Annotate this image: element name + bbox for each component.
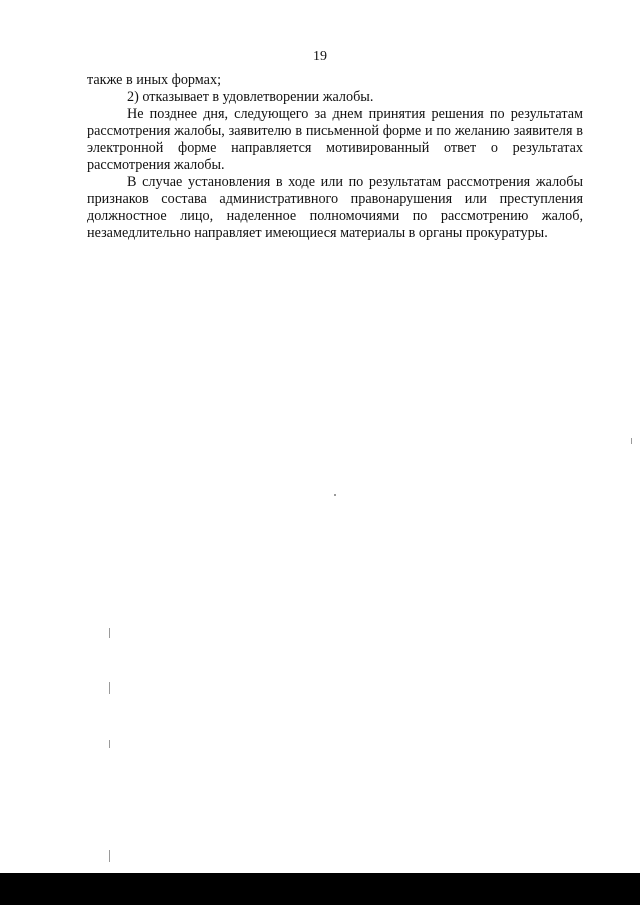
scan-speck — [109, 740, 110, 748]
scan-speck — [109, 628, 110, 638]
scan-speck — [334, 494, 336, 496]
paragraph-prosecutor-referral: В случае установления в ходе или по результатам рассмотрения жалобы признаков состава административного правонарушения или преступления должностное лицо, наделенное полномочиями по рассмотрению жалоб, незамедлительно направляет имеющиеся материалы в органы прокуратуры. — [87, 174, 583, 241]
scan-border-bottom — [0, 873, 640, 905]
paragraph-continuation: также в иных формах; — [87, 72, 222, 88]
scan-speck — [631, 438, 632, 444]
scan-speck — [109, 682, 110, 694]
scan-speck — [109, 850, 110, 862]
page-number: 19 — [313, 49, 327, 64]
paragraph-response-deadline: Не позднее дня, следующего за днем принятия решения по результатам рассмотрения жалобы, заявителю в письменной форме и по желанию заявителя в электронной форме направляется мотивированный ответ о результатах рассмотрения жалобы. — [87, 106, 583, 173]
document-body — [87, 72, 583, 242]
paragraph-refusal-item: 2) отказывает в удовлетворении жалобы. — [127, 89, 374, 105]
